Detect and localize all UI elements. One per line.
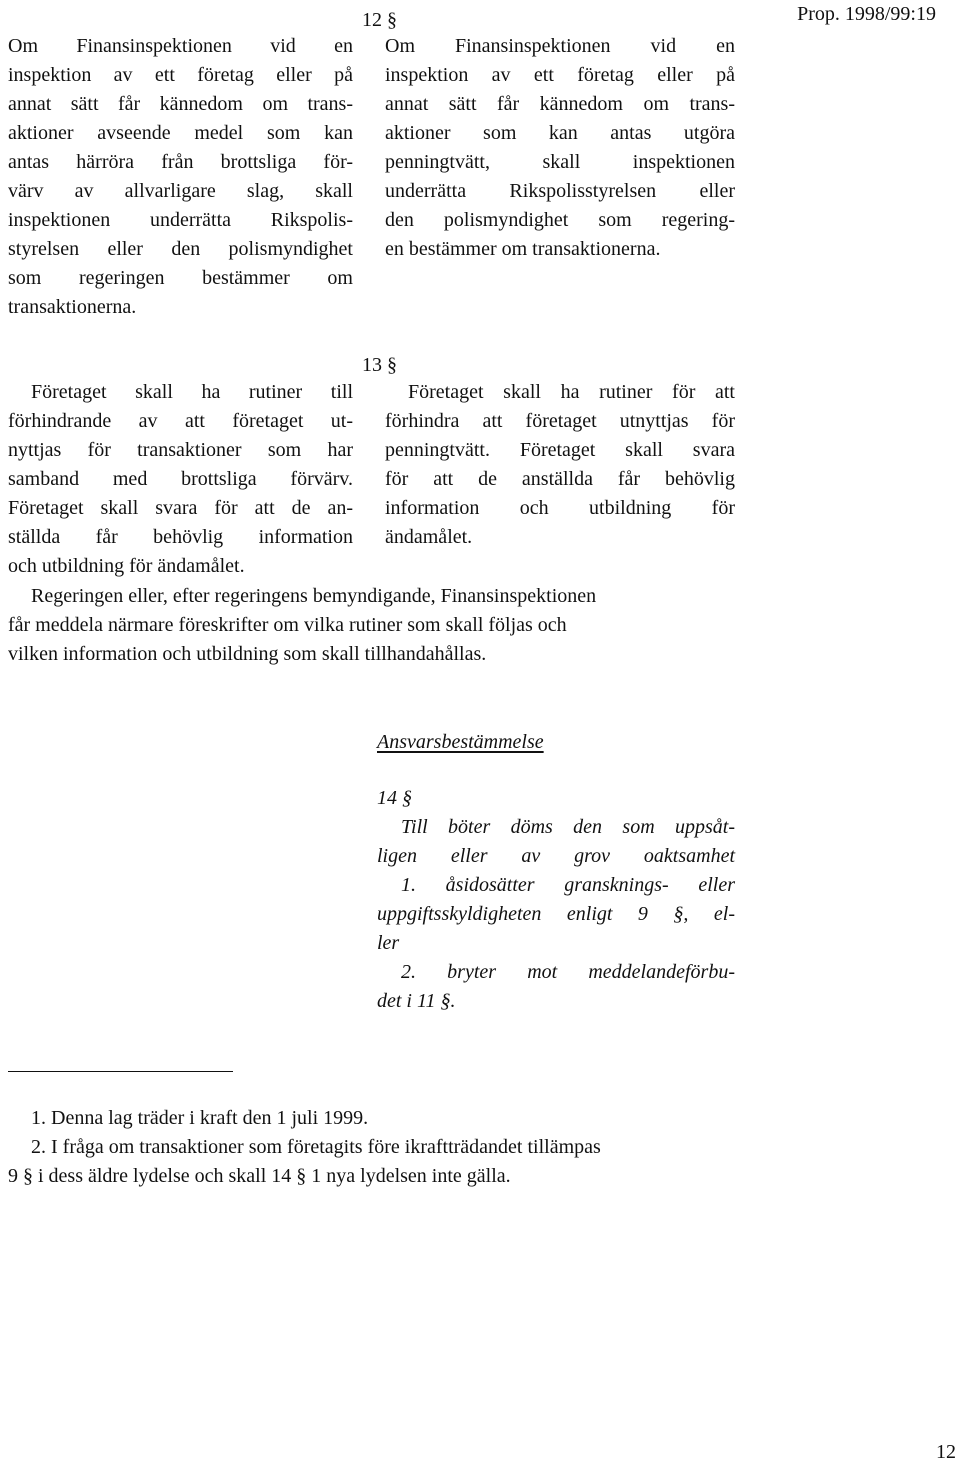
section-number: 14 <box>377 787 397 809</box>
section-number: 12 <box>362 9 382 31</box>
section-symbol: § <box>402 787 412 809</box>
text-line: Företaget skall svara för att de an- <box>8 497 353 519</box>
section-13-heading <box>362 351 397 380</box>
text-line: ändamålet. <box>385 526 473 548</box>
text-line: ligen eller av grov oaktsamhet <box>377 845 735 867</box>
text-line: styrelsen eller den polismyndighet <box>8 238 353 260</box>
section-13-new-text <box>385 378 735 552</box>
text-line: vilken information och utbildning som skall tillhandahållas. <box>8 643 487 665</box>
text-line: 2. bryter mot meddelandeförbu- <box>401 961 735 983</box>
text-line: 1. åsidosätter gransknings- eller <box>401 874 735 896</box>
text-line: för att de anställda får behövlig <box>385 468 735 490</box>
text-line: antas härröra från brottsliga för- <box>8 151 353 173</box>
text-line: transaktionerna. <box>8 296 137 318</box>
section-13-shared-text <box>8 582 738 669</box>
text-line: annat sätt får kännedom om trans- <box>8 93 353 115</box>
text-line: får meddela närmare föreskrifter om vilka rutiner som skall följas och <box>8 614 567 636</box>
text-line: förhindra att företaget utnyttjas för <box>385 410 735 432</box>
text-line: samband med brottsliga förvärv. <box>8 468 353 490</box>
text-line: Till böter döms den som uppsåt- <box>401 816 735 838</box>
section-number: 13 <box>362 354 382 376</box>
text-line: Om Finansinspektionen vid en <box>385 35 735 57</box>
text-line: Företaget skall ha rutiner för att <box>408 381 735 403</box>
section-12-heading <box>362 6 397 35</box>
text-line: nyttjas för transaktioner som har <box>8 439 353 461</box>
text-line: Regeringen eller, efter regeringens bemyndigande, Finansinspektionen <box>31 585 597 607</box>
text-line: förhindrande av att företaget ut- <box>8 410 353 432</box>
section-heading: Ansvarsbestämmelse <box>377 731 544 753</box>
text-line: Om Finansinspektionen vid en <box>8 35 353 57</box>
text-line: inspektionen underrätta Rikspolis- <box>8 209 353 231</box>
text-line: 2. I fråga om transaktioner som företagits före ikraftträdandet tillämpas <box>31 1136 601 1158</box>
text-line: uppgiftsskyldigheten enligt 9 §, el- <box>377 903 735 925</box>
text-line: penningtvätt, skall inspektionen <box>385 151 735 173</box>
text-line: Företaget skall ha rutiner till <box>31 381 353 403</box>
text-line: 1. Denna lag träder i kraft den 1 juli 1999. <box>31 1107 369 1129</box>
section-12-new-text <box>385 32 735 264</box>
section-symbol: § <box>387 9 397 31</box>
transitional-provisions <box>8 1104 738 1191</box>
section-13-old-text <box>8 378 353 581</box>
text-line: underrätta Rikspolisstyrelsen eller <box>385 180 735 202</box>
text-line: värv av allvarligare slag, skall <box>8 180 353 202</box>
text-line: en bestämmer om transaktionerna. <box>385 238 661 260</box>
text-line: annat sätt får kännedom om trans- <box>385 93 735 115</box>
section-14-heading <box>377 784 412 813</box>
text-line: penningtvätt. Företaget skall svara <box>385 439 735 461</box>
section-symbol: § <box>387 354 397 376</box>
text-line: den polismyndighet som regering- <box>385 209 735 231</box>
text-line: inspektion av ett företag eller på <box>8 64 353 86</box>
page-number: 12 <box>936 1441 956 1463</box>
text-line: och utbildning för ändamålet. <box>8 555 245 577</box>
text-line: ställda får behövlig information <box>8 526 353 548</box>
text-line: inspektion av ett företag eller på <box>385 64 735 86</box>
text-line: som regeringen bestämmer om <box>8 267 353 289</box>
text-line: 9 § i dess äldre lydelse och skall 14 § 1 nya lydelsen inte gälla. <box>8 1165 511 1187</box>
text-line: det i 11 §. <box>377 990 456 1012</box>
text-line: aktioner som kan antas utgöra <box>385 122 735 144</box>
text-line: aktioner avseende medel som kan <box>8 122 353 144</box>
footnote-divider <box>8 1071 233 1072</box>
prop-label: Prop. 1998/99:19 <box>797 3 936 25</box>
section-14-text <box>377 813 735 1016</box>
text-line: information och utbildning för <box>385 497 735 519</box>
text-line: ler <box>377 932 400 954</box>
section-12-old-text <box>8 32 353 322</box>
